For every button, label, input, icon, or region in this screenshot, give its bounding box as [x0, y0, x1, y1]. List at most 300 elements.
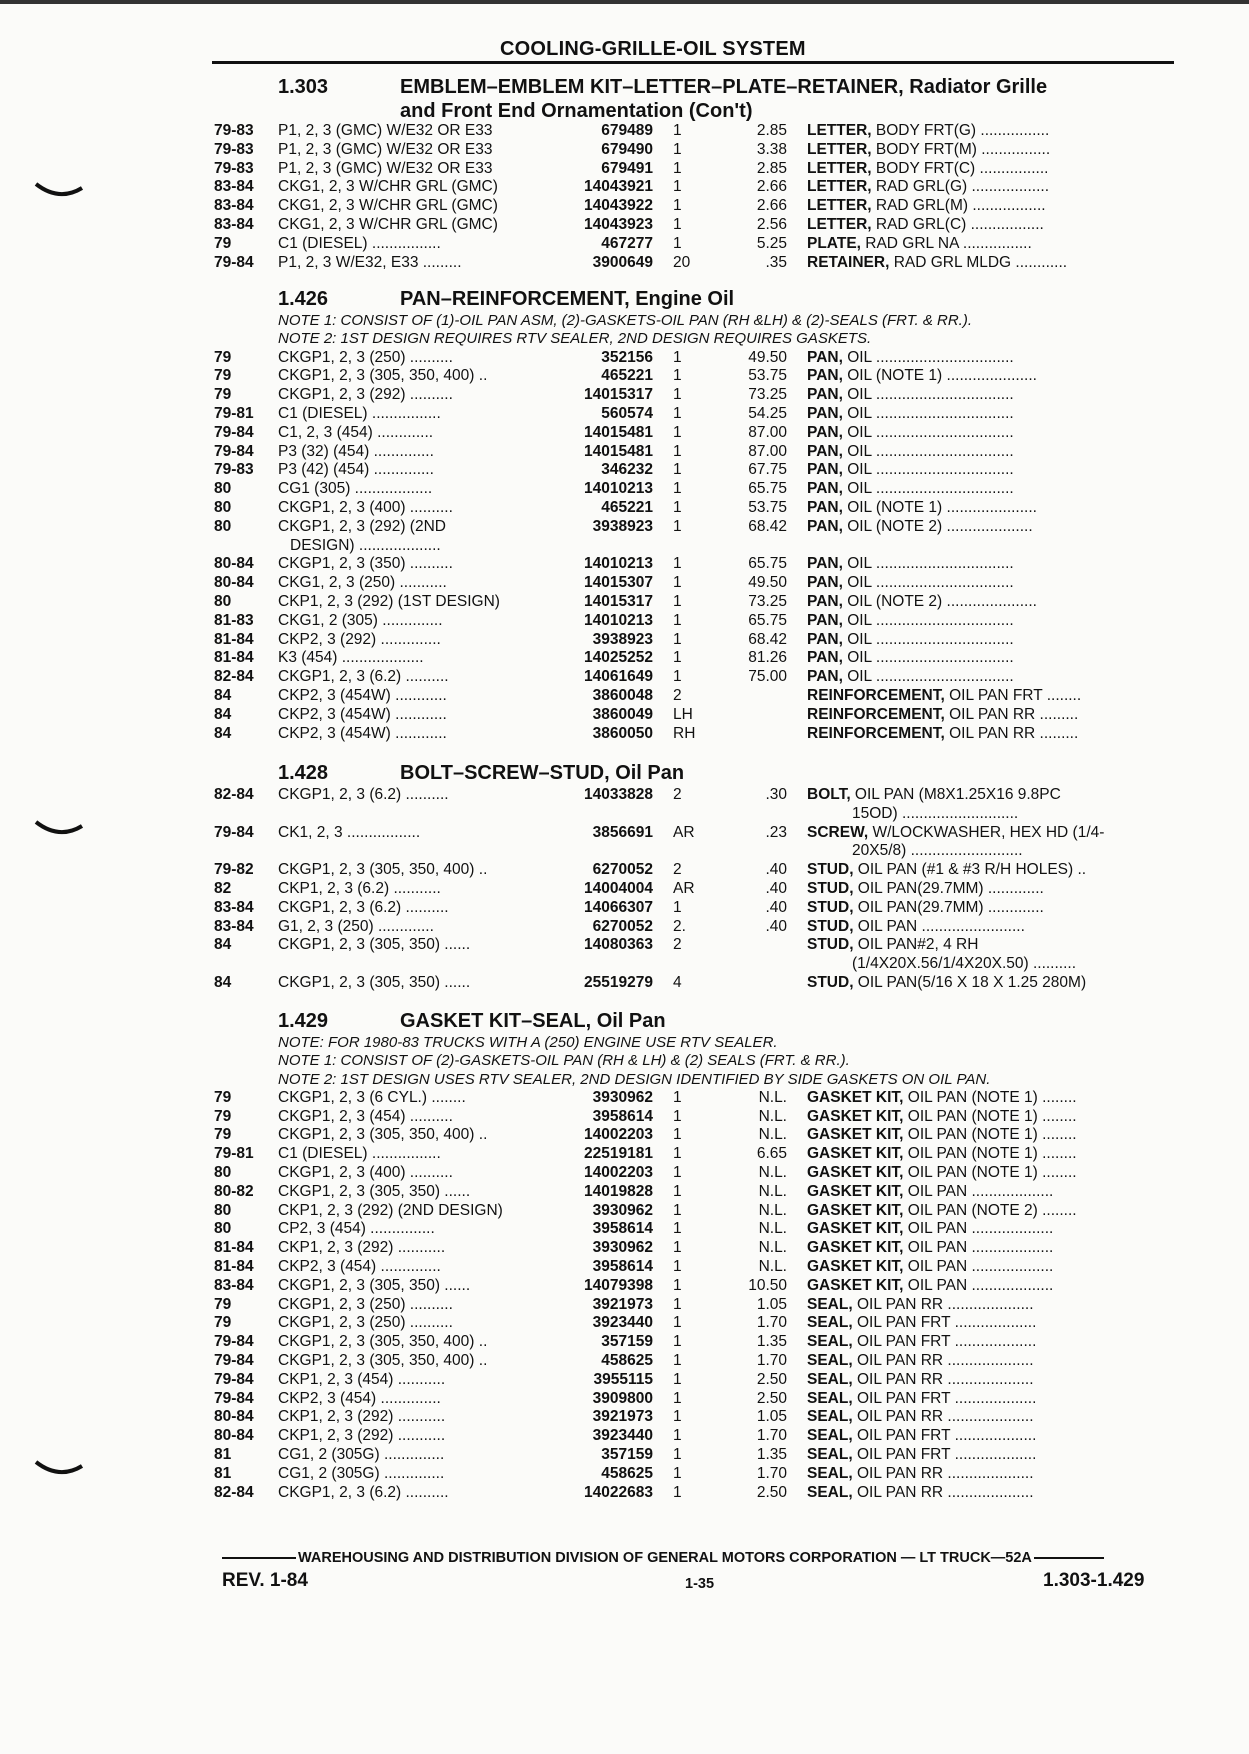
description-detail: BODY FRT(G) ................ — [871, 122, 1050, 139]
parts-row — [0, 349, 1249, 368]
description-noun: GASKET KIT, — [807, 1088, 904, 1106]
price: N.L. — [758, 1182, 787, 1200]
description-noun: GASKET KIT, — [807, 1239, 904, 1257]
section-note-line — [0, 312, 1249, 330]
description-noun: STUD, — [807, 917, 854, 935]
part-number: 14010213 — [584, 480, 653, 498]
application: P1, 2, 3 (GMC) W/E32 OR E33 — [278, 140, 493, 158]
description-noun: STUD, — [807, 973, 854, 991]
model-years: 79-84 — [214, 823, 254, 841]
application: C1, 2, 3 (454) ............. — [278, 423, 434, 441]
description — [807, 480, 1177, 498]
description — [807, 1108, 1177, 1126]
parts-row — [0, 1352, 1249, 1371]
parts-row — [0, 424, 1249, 443]
quantity: 1 — [673, 159, 682, 177]
model-years: 83-84 — [214, 917, 254, 935]
quantity: AR — [673, 823, 695, 841]
description-noun: LETTER, — [807, 159, 872, 177]
application: CKGP1, 2, 3 (305, 350, 400) .. — [278, 861, 488, 879]
part-number: 14010213 — [584, 611, 653, 629]
part-number: 14061649 — [584, 668, 653, 686]
description-noun: PAN, — [807, 668, 843, 686]
parts-row — [0, 1333, 1249, 1352]
description — [807, 649, 1177, 667]
description-detail: OIL PAN ................... — [903, 1239, 1054, 1257]
parts-row — [0, 555, 1249, 574]
revision-label: REV. 1-84 — [222, 1570, 308, 1591]
parts-row — [0, 574, 1249, 593]
description-detail: OIL PAN RR .................... — [852, 1408, 1034, 1426]
price: N.L. — [758, 1201, 787, 1219]
quantity: 1 — [673, 423, 682, 441]
application: CKGP1, 2, 3 (454) .......... — [278, 1107, 453, 1125]
model-years: 79 — [214, 1314, 232, 1332]
footer-rule-left — [222, 1557, 296, 1559]
price: N.L. — [758, 1126, 787, 1144]
parts-row — [0, 499, 1249, 518]
part-number: 14002203 — [584, 1126, 653, 1144]
section-note: NOTE: FOR 1980-83 TRUCKS WITH A (250) ENGINE USE RTV SEALER. — [278, 1034, 778, 1051]
model-years: 83-84 — [214, 1276, 254, 1294]
application: CKG1, 2 (305) .............. — [278, 611, 443, 629]
quantity: AR — [673, 879, 695, 897]
parts-row — [0, 786, 1249, 824]
quantity: 1 — [673, 1446, 682, 1464]
description-noun: GASKET KIT, — [807, 1164, 904, 1182]
description-noun: GASKET KIT, — [807, 1258, 904, 1276]
model-years: 80-82 — [214, 1182, 254, 1200]
quantity: 1 — [673, 367, 682, 385]
part-number: 346232 — [601, 461, 653, 479]
description-detail: OIL ................................ — [842, 404, 1014, 422]
description — [807, 824, 1177, 842]
quantity: 1 — [673, 1088, 682, 1106]
price: N.L. — [758, 1258, 787, 1276]
price: N.L. — [758, 1239, 787, 1257]
quantity: 1 — [673, 122, 682, 139]
description — [807, 367, 1177, 385]
quantity: 1 — [673, 592, 682, 610]
parts-row — [0, 861, 1249, 880]
description-noun: PAN, — [807, 555, 843, 573]
quantity: 1 — [673, 1333, 682, 1351]
description-detail: OIL PAN FRT ................... — [852, 1389, 1037, 1407]
section-title: EMBLEM–EMBLEM KIT–LETTER–PLATE–RETAINER, Radiator Grille — [400, 76, 1048, 98]
description-detail: OIL PAN (NOTE 1) ........ — [903, 1145, 1077, 1163]
model-years: 80-84 — [214, 1408, 254, 1426]
model-years: 80 — [214, 1201, 232, 1219]
application: CG1, 2 (305G) .............. — [278, 1464, 445, 1482]
quantity: 2 — [673, 936, 682, 954]
description-noun: SEAL, — [807, 1314, 853, 1332]
description-noun: PAN, — [807, 423, 843, 441]
description-detail: W/LOCKWASHER, HEX HD (1/4- — [868, 823, 1105, 841]
section-heading — [0, 1010, 1249, 1034]
description-detail: OIL PAN FRT ................... — [852, 1314, 1037, 1332]
description-detail: OIL ................................ — [842, 348, 1014, 366]
section-note-line — [0, 1052, 1249, 1070]
price: 87.00 — [748, 423, 787, 441]
parts-row — [0, 1371, 1249, 1390]
application: CKGP1, 2, 3 (350) .......... — [278, 555, 453, 573]
section-1-428 — [0, 762, 1249, 993]
part-number: 14015317 — [584, 592, 653, 610]
description-noun: STUD, — [807, 879, 854, 897]
section-title: BOLT–SCREW–STUD, Oil Pan — [400, 762, 685, 784]
section-number: 1.303 — [278, 76, 329, 98]
parts-row — [0, 1202, 1249, 1221]
model-years: 79 — [214, 348, 232, 366]
description-noun: GASKET KIT, — [807, 1145, 904, 1163]
description — [807, 1484, 1177, 1502]
price: 1.05 — [756, 1408, 787, 1426]
model-years: 80-84 — [214, 1427, 254, 1445]
application: CKP1, 2, 3 (292) ........... — [278, 1408, 446, 1426]
description-detail: OIL PAN RR ......... — [944, 705, 1079, 723]
parts-row — [0, 668, 1249, 687]
price: 67.75 — [748, 461, 787, 479]
description-detail: OIL ................................ — [842, 668, 1014, 686]
parts-row — [0, 1220, 1249, 1239]
parts-row — [0, 480, 1249, 499]
parts-row — [0, 1390, 1249, 1409]
description — [807, 122, 1177, 140]
description-detail: OIL PAN (NOTE 1) ........ — [903, 1088, 1077, 1106]
description-detail: OIL ................................ — [842, 555, 1014, 573]
quantity: 2 — [673, 786, 682, 803]
quantity: 1 — [673, 1164, 682, 1182]
part-number: 467277 — [601, 234, 653, 252]
model-years: 81-84 — [214, 649, 254, 667]
parts-row — [0, 631, 1249, 650]
description-noun: PAN, — [807, 404, 843, 422]
application: CKG1, 2, 3 W/CHR GRL (GMC) — [278, 178, 498, 196]
model-years: 79-82 — [214, 861, 254, 879]
model-years: 79 — [214, 1107, 232, 1125]
description-detail: BODY FRT(M) ................ — [871, 140, 1051, 158]
description-detail: OIL PAN(29.7MM) ............. — [853, 879, 1044, 897]
quantity: 1 — [673, 1464, 682, 1482]
description — [807, 687, 1177, 705]
model-years: 79 — [214, 386, 232, 404]
description — [807, 899, 1177, 917]
parts-row — [0, 235, 1249, 254]
price: N.L. — [758, 1088, 787, 1106]
model-years: 79-84 — [214, 1370, 254, 1388]
parts-row — [0, 936, 1249, 974]
part-number: 3938923 — [592, 630, 653, 648]
description — [807, 1239, 1177, 1257]
part-number: 14080363 — [584, 936, 653, 954]
description-noun: PAN, — [807, 442, 843, 460]
section-number: 1.429 — [278, 1010, 329, 1032]
price: 2.66 — [756, 178, 787, 196]
application: G1, 2, 3 (250) ............. — [278, 917, 434, 935]
description — [807, 518, 1177, 536]
application: CK1, 2, 3 ................. — [278, 823, 421, 841]
part-number: 14033828 — [584, 786, 653, 803]
description — [807, 499, 1177, 517]
model-years: 79-83 — [214, 159, 254, 177]
description — [807, 1465, 1177, 1483]
description — [807, 1371, 1177, 1389]
section-note: NOTE 2: 1ST DESIGN REQUIRES RTV SEALER, 2ND DESIGN REQUIRES GASKETS. — [278, 330, 872, 348]
description-noun: SEAL, — [807, 1427, 853, 1445]
model-years: 82-84 — [214, 786, 254, 803]
description-noun: STUD, — [807, 936, 854, 954]
price: 1.35 — [756, 1333, 787, 1351]
price: .30 — [765, 786, 787, 803]
description — [807, 725, 1177, 743]
description — [807, 386, 1177, 404]
application: CKGP1, 2, 3 (305, 350, 400) .. — [278, 1352, 488, 1370]
model-years: 79-84 — [214, 1333, 254, 1351]
section-heading — [0, 762, 1249, 786]
model-years: 81-83 — [214, 611, 254, 629]
price: .40 — [765, 898, 787, 916]
price: 2.85 — [756, 122, 787, 139]
description-noun: SEAL, — [807, 1352, 853, 1370]
description-detail: OIL PAN FRT ................... — [852, 1333, 1037, 1351]
description-noun: REINFORCEMENT, — [807, 705, 945, 723]
part-number: 357159 — [601, 1333, 653, 1351]
model-years: 79-84 — [214, 253, 254, 271]
description — [807, 1314, 1177, 1332]
section-note-line — [0, 1071, 1249, 1089]
quantity: 1 — [673, 442, 682, 460]
parts-row — [0, 254, 1249, 273]
application: C1 (DIESEL) ................ — [278, 404, 441, 422]
description-detail: OIL PAN ................... — [903, 1258, 1054, 1276]
description — [807, 668, 1177, 686]
description-detail: OIL (NOTE 2) ..................... — [842, 592, 1037, 610]
description — [807, 178, 1177, 196]
parts-row — [0, 824, 1249, 862]
model-years: 79-83 — [214, 122, 254, 139]
part-number: 3938923 — [592, 517, 653, 535]
part-number: 679491 — [601, 159, 653, 177]
model-years: 79-84 — [214, 423, 254, 441]
description-noun: LETTER, — [807, 197, 872, 215]
price: 3.38 — [756, 140, 787, 158]
description-detail: OIL PAN ................... — [903, 1220, 1054, 1238]
quantity: 1 — [673, 1427, 682, 1445]
model-years: 83-84 — [214, 178, 254, 196]
part-number: 3860050 — [592, 724, 653, 742]
description — [807, 405, 1177, 423]
quantity: 4 — [673, 973, 682, 991]
quantity: 1 — [673, 1483, 682, 1501]
description — [807, 861, 1177, 879]
description-detail: OIL PAN (NOTE 2) ........ — [903, 1201, 1077, 1219]
parts-row — [0, 461, 1249, 480]
description-detail: OIL (NOTE 2) .................... — [842, 517, 1033, 535]
description — [807, 1390, 1177, 1408]
section-number: 1.426 — [278, 288, 329, 310]
section-title: PAN–REINFORCEMENT, Engine Oil — [400, 288, 735, 310]
description-detail: OIL ................................ — [842, 611, 1014, 629]
description-noun: SEAL, — [807, 1370, 853, 1388]
description-detail: BODY FRT(C) ................ — [871, 159, 1049, 177]
description — [807, 235, 1177, 253]
application: CKGP1, 2, 3 (400) .......... — [278, 498, 453, 516]
model-years: 84 — [214, 724, 232, 742]
description-noun: PAN, — [807, 367, 843, 385]
model-years: 80 — [214, 480, 232, 498]
description-noun: PAN, — [807, 649, 843, 667]
section-1-429 — [0, 1010, 1249, 1502]
price: 65.75 — [748, 555, 787, 573]
description — [807, 786, 1177, 804]
description-detail: OIL PAN RR .................... — [852, 1483, 1034, 1501]
part-number: 3856691 — [592, 823, 653, 841]
description — [807, 1296, 1177, 1314]
parts-row — [0, 1108, 1249, 1127]
application: CKGP1, 2, 3 (6.2) .......... — [278, 668, 449, 686]
part-number: 3958614 — [592, 1107, 653, 1125]
model-years: 84 — [214, 686, 232, 704]
quantity: 20 — [673, 253, 691, 271]
price: 5.25 — [756, 234, 787, 252]
description-noun: LETTER, — [807, 122, 872, 139]
description-noun: GASKET KIT, — [807, 1201, 904, 1219]
application: P1, 2, 3 W/E32, E33 ......... — [278, 253, 462, 271]
application: CKGP1, 2, 3 (292) (2ND — [278, 517, 446, 535]
parts-row — [0, 1427, 1249, 1446]
price: 2.50 — [756, 1389, 787, 1407]
quantity: 2. — [673, 917, 686, 935]
description-detail: OIL PAN FRT ........ — [944, 686, 1082, 704]
description — [807, 1427, 1177, 1445]
description — [807, 141, 1177, 159]
model-years: 79-81 — [214, 1145, 254, 1163]
description-detail: OIL PAN RR .................... — [852, 1464, 1034, 1482]
description-noun: GASKET KIT, — [807, 1107, 904, 1125]
quantity: 1 — [673, 178, 682, 196]
quantity: 2 — [673, 861, 682, 879]
part-number: 14043922 — [584, 197, 653, 215]
part-number: 3923440 — [592, 1314, 653, 1332]
model-years: 80 — [214, 498, 232, 516]
description-continued: 20X5/8) .......................... — [852, 842, 1023, 860]
part-number: 14022683 — [584, 1483, 653, 1501]
model-years: 83-84 — [214, 898, 254, 916]
parts-row — [0, 367, 1249, 386]
description-noun: REINFORCEMENT, — [807, 724, 945, 742]
description-detail: OIL (NOTE 1) ..................... — [842, 367, 1037, 385]
description-detail: OIL PAN ........................ — [853, 917, 1025, 935]
quantity: 1 — [673, 215, 682, 233]
quantity: 1 — [673, 1239, 682, 1257]
application: CKGP1, 2, 3 (6.2) .......... — [278, 1483, 449, 1501]
model-years: 84 — [214, 936, 232, 954]
quantity: RH — [673, 724, 696, 742]
section-number: 1.428 — [278, 762, 329, 784]
description-detail: OIL PAN RR .................... — [852, 1370, 1034, 1388]
application: CKGP1, 2, 3 (305, 350, 400) .. — [278, 367, 488, 385]
description — [807, 1408, 1177, 1426]
part-number: 14015481 — [584, 442, 653, 460]
application: CKP2, 3 (292) .............. — [278, 630, 441, 648]
model-years: 81 — [214, 1464, 232, 1482]
description — [807, 1220, 1177, 1238]
description — [807, 880, 1177, 898]
description-noun: SEAL, — [807, 1446, 853, 1464]
description — [807, 1145, 1177, 1163]
application: CKP2, 3 (454) .............. — [278, 1389, 441, 1407]
parts-row — [0, 1145, 1249, 1164]
part-number: 14043923 — [584, 215, 653, 233]
model-years: 80-84 — [214, 555, 254, 573]
application: CKP1, 2, 3 (6.2) ........... — [278, 879, 441, 897]
parts-row — [0, 1183, 1249, 1202]
part-number: 14002203 — [584, 1164, 653, 1182]
quantity: 1 — [673, 574, 682, 592]
price: 73.25 — [748, 592, 787, 610]
page-header: COOLING-GRILLE-OIL SYSTEM — [500, 38, 806, 60]
price: 68.42 — [748, 517, 787, 535]
application: CKGP1, 2, 3 (6.2) .......... — [278, 898, 449, 916]
price: 65.75 — [748, 611, 787, 629]
description — [807, 160, 1177, 178]
section-heading — [0, 76, 1249, 100]
description-detail: OIL ................................ — [842, 630, 1014, 648]
quantity: 1 — [673, 1408, 682, 1426]
model-years: 81-84 — [214, 630, 254, 648]
parts-row — [0, 880, 1249, 899]
description — [807, 1164, 1177, 1182]
description-noun: SEAL, — [807, 1464, 853, 1482]
part-number: 465221 — [601, 498, 653, 516]
binder-hole-mark — [34, 1458, 84, 1478]
description-detail: RAD GRL(C) ................. — [871, 215, 1044, 233]
description-noun: SCREW, — [807, 823, 869, 841]
description-detail: OIL PAN(29.7MM) ............. — [853, 898, 1044, 916]
parts-row — [0, 1126, 1249, 1145]
application: CKP1, 2, 3 (292) (1ST DESIGN) — [278, 592, 500, 610]
part-number: 14043921 — [584, 178, 653, 196]
application: CKGP1, 2, 3 (305, 350) ...... — [278, 1182, 471, 1200]
description — [807, 555, 1177, 573]
part-number: 14025252 — [584, 649, 653, 667]
quantity: 1 — [673, 1220, 682, 1238]
parts-row — [0, 1465, 1249, 1484]
price: 87.00 — [748, 442, 787, 460]
model-years: 80 — [214, 1220, 232, 1238]
quantity: 1 — [673, 461, 682, 479]
description-detail: OIL ................................ — [842, 649, 1014, 667]
part-number: 3909800 — [592, 1389, 653, 1407]
description — [807, 1352, 1177, 1370]
application: CKP2, 3 (454W) ............ — [278, 686, 447, 704]
binder-hole-mark — [34, 818, 84, 838]
quantity: 1 — [673, 1389, 682, 1407]
description-noun: LETTER, — [807, 215, 872, 233]
description — [807, 1183, 1177, 1201]
quantity: 1 — [673, 611, 682, 629]
description-noun: PAN, — [807, 386, 843, 404]
application: CKP2, 3 (454W) ............ — [278, 724, 447, 742]
part-number: 3930962 — [592, 1239, 653, 1257]
description-detail: OIL PAN RR .................... — [852, 1295, 1034, 1313]
quantity: 1 — [673, 1352, 682, 1370]
part-number: 679489 — [601, 122, 653, 139]
quantity: 1 — [673, 898, 682, 916]
parts-row — [0, 593, 1249, 612]
quantity: 1 — [673, 668, 682, 686]
model-years: 79 — [214, 234, 232, 252]
